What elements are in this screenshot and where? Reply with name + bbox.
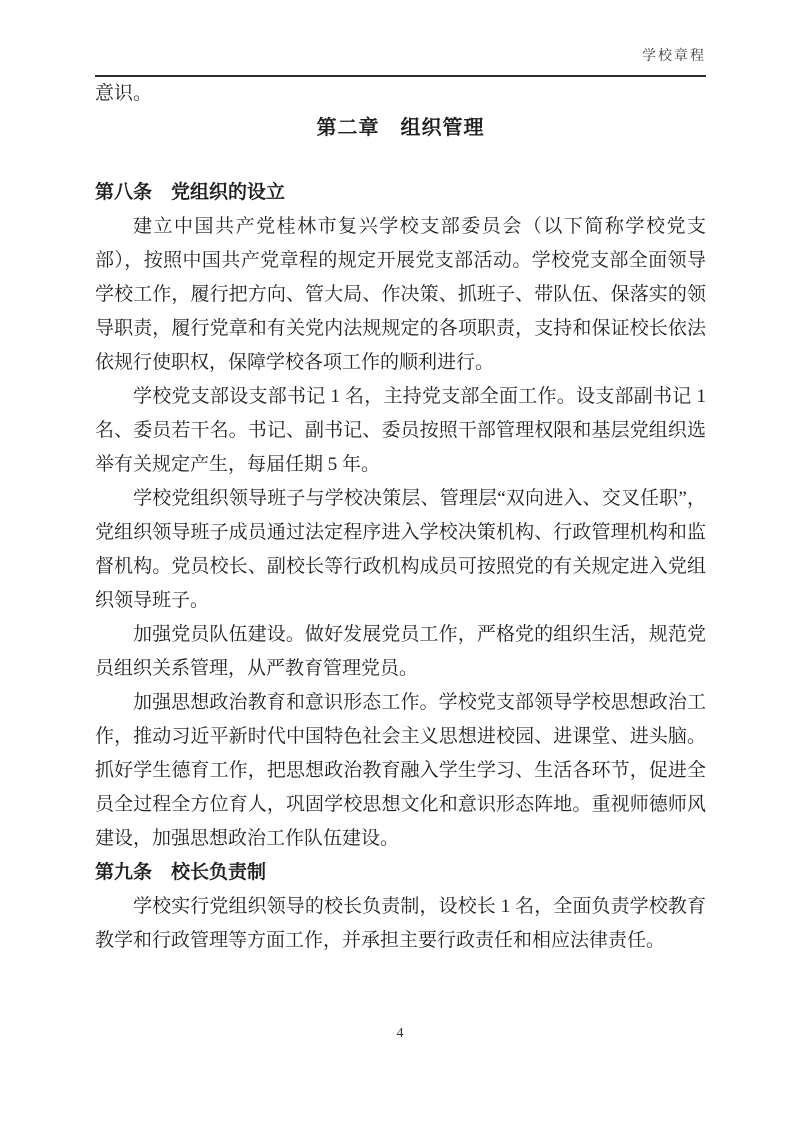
document-body: [95, 77, 706, 958]
paragraph: 学校实行党组织领导的校长负责制，设校长 1 名，全面负责学校教育教学和行政管理等方面工作，并承担主要行政责任和相应法律责任。: [95, 896, 706, 951]
article-heading-9: 第九条 校长负责制: [95, 862, 267, 883]
carryover-paragraph: 意识。: [95, 83, 153, 104]
paragraph: 加强党员队伍建设。做好发展党员工作，严格党的组织生活，规范党员组织关系管理，从严教育管理党员。: [95, 624, 706, 679]
page-header: [95, 48, 706, 77]
article-heading-8: 第八条 党组织的设立: [95, 182, 286, 203]
page-footer: [0, 1026, 800, 1042]
paragraph: 建立中国共产党桂林市复兴学校支部委员会（以下简称学校党支部），按照中国共产党章程的规定开展党支部活动。学校党支部全面领导学校工作，履行把方向、管大局、作决策、抓班子、带队伍、保落实的领导职责，履行党章和有关党内法规规定的各项职责，支持和保证校长依法依规行使职权，保障学校各项工作的顺利进行。: [95, 216, 706, 373]
page-number: 4: [396, 1026, 404, 1041]
chapter-heading: 第二章 组织管理: [316, 117, 485, 139]
paragraph: 学校党支部设支部书记 1 名，主持党支部全面工作。设支部副书记 1 名、委员若干名。书记、副书记、委员按照干部管理权限和基层党组织选举有关规定产生，每届任期 5 年。: [95, 386, 706, 475]
paragraph: 加强思想政治教育和意识形态工作。学校党支部领导学校思想政治工作，推动习近平新时代中国特色社会主义思想进校园、进课堂、进头脑。抓好学生德育工作，把思想政治教育融入学生学习、生活各环节，促进全员全过程全方位育人，巩固学校思想文化和意识形态阵地。重视师德师风建设，加强思想政治工作队伍建设。: [95, 692, 706, 849]
paragraph: 学校党组织领导班子与学校决策层、管理层“双向进入、交叉任职”，党组织领导班子成员通过法定程序进入学校决策机构、行政管理机构和监督机构。党员校长、副校长等行政机构成员可按照党的有关规定进入党组织领导班子。: [95, 488, 706, 611]
running-header-title: 学校章程: [642, 49, 706, 64]
